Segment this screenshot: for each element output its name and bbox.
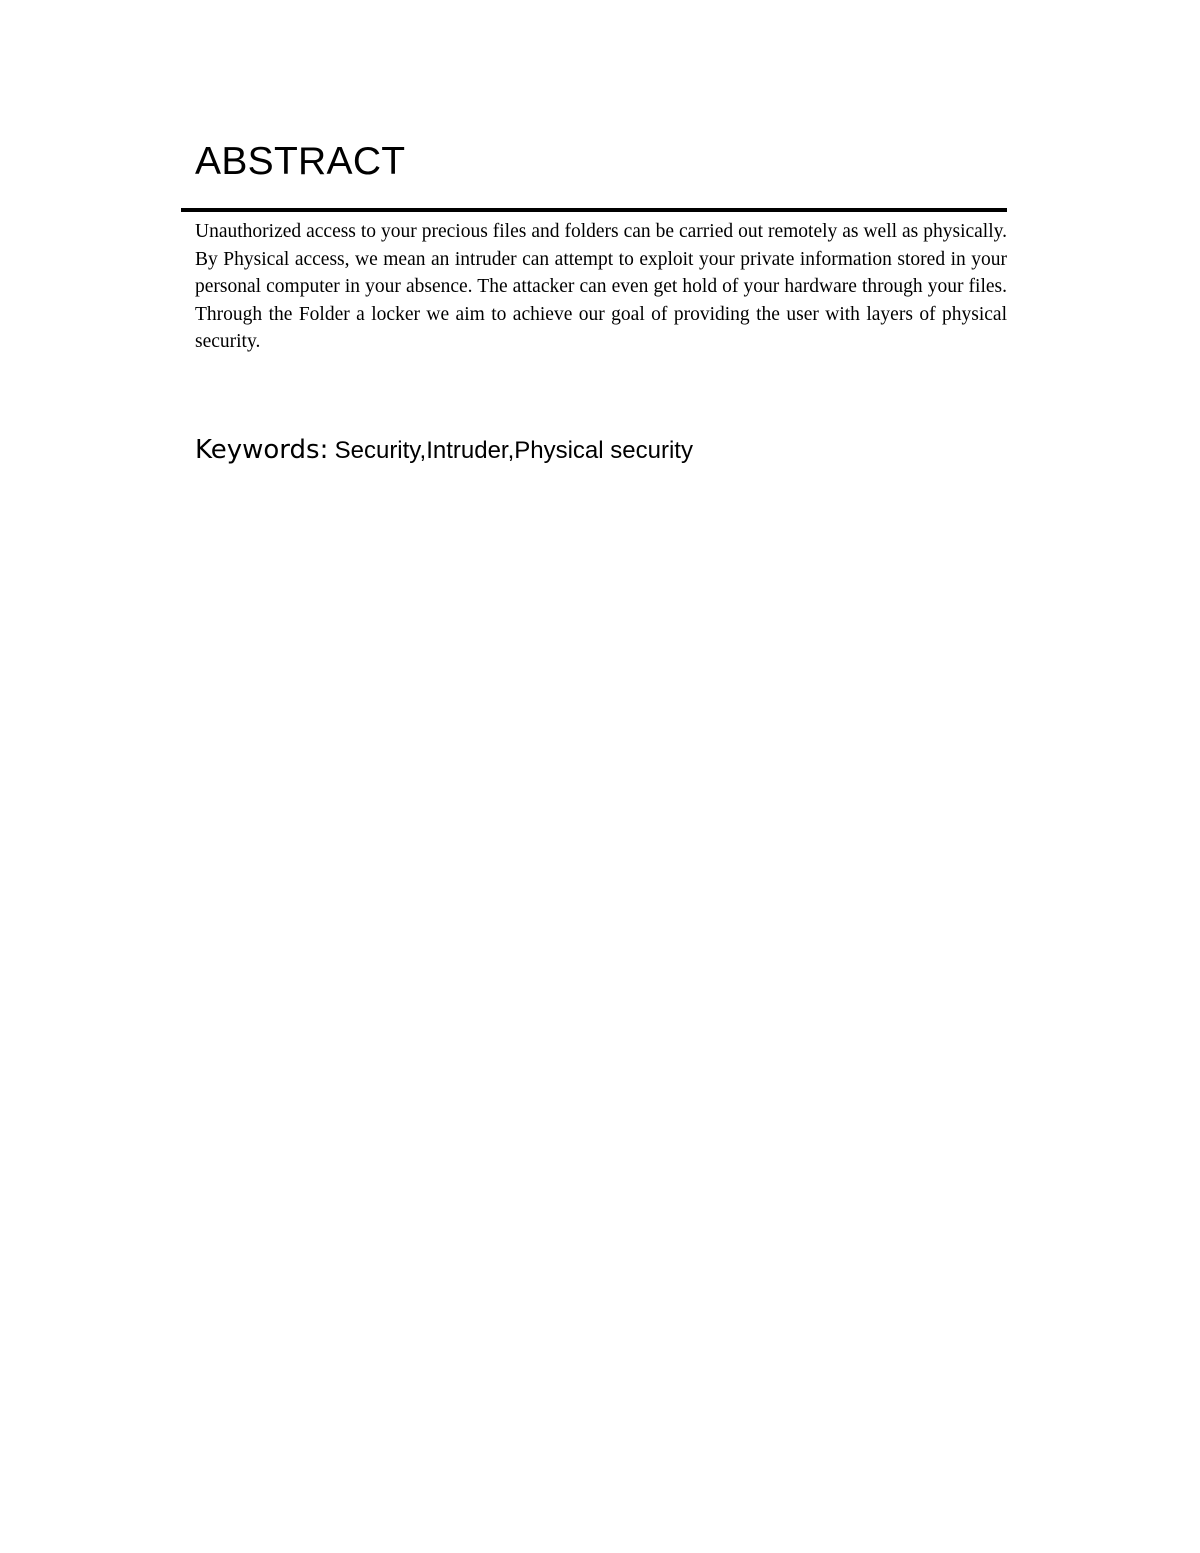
keywords-label: Keywords: — [195, 435, 329, 465]
keywords-value: Security,Intruder,Physical security — [334, 437, 693, 464]
abstract-paragraph: Unauthorized access to your precious files and folders can be carried out remotely as well as physically. By Physical access, we mean an intruder can attempt to exploit your private information stored in your personal computer in your absence. The attacker can even get hold of your hardware through your files. Through the Folder a locker we aim to achieve our goal of providing the user with layers of physical security. — [195, 221, 1007, 352]
abstract-heading: ABSTRACT — [195, 140, 406, 183]
keywords-line — [195, 430, 693, 471]
heading-divider — [181, 208, 1007, 212]
